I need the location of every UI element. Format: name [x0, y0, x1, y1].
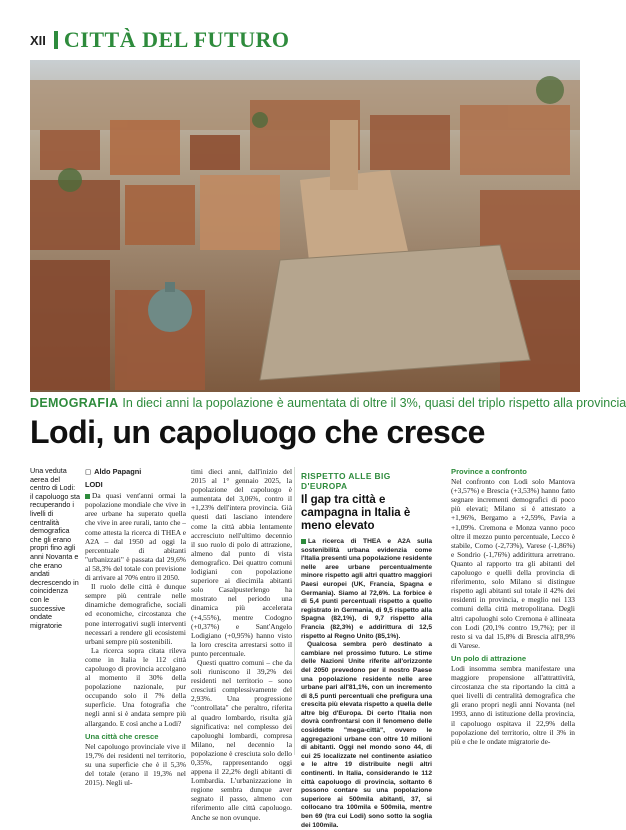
lead-square-icon: [301, 539, 306, 544]
kicker-label: DEMOGRAFIA: [30, 396, 119, 410]
section-marker: [54, 31, 58, 49]
kicker: [30, 395, 626, 411]
paragraph: Lodi insomma sembra manifestare una maggiore propensione all'attrattività, circostanza che sta riportando la città a quei livelli di centralità demografica che gli erano propri negli anni Novanta (nel 1993, anno di istituzione della provincia, il capoluogo ospitava il 22,9% della popolazione del territorio, oltre il 3% in più e che le ondate migratorie de-: [451, 663, 575, 746]
article-column-2: [191, 467, 292, 822]
paragraph: Nel confronto con Lodi solo Mantova (+3,57%) e Brescia (+3,53%) hanno fatto segnare incrementi demografici di poco più elevati; Milano si è attestato a +1,96%, Bergamo a +2,59%, Pavia a +1,09%. Cremona e Monza vanno poco oltre il mezzo punto percentuale, Lecco è stabile, Como (-2,73%), Varese (-1,86%) e Sondrio (-1,76%) addirittura arretrano. Quanto al rapporto tra gli abitanti del capoluogo e quelli della provincia di riferimento, solo Milano si distingue rispetto agli abitanti sul totale il 42% dei residenti in provincia, e meglio nei 133 comuni della città metropolitana. Degli altri capoluoghi solo Cremona è allineata con Lodi (20,1% contro 19,7%); per il resto si va dal 15,8% di Brescia all'8,9% di Varese.: [451, 477, 575, 650]
section-header: [30, 28, 290, 52]
section-title-word1: CITTÀ: [63, 27, 137, 52]
aerial-photo-illustration: [30, 60, 580, 392]
kicker-text: In dieci anni la popolazione è aumentata di oltre il 3%, quasi del triplo rispetto alla provincia: [122, 396, 626, 410]
paragraph: Il ruolo delle città è dunque sempre più centrale nelle dinamiche demografiche, sociali ed economiche, circostanza che pone interrogativi sugli interventi necessari a rendere gli ecosistemi urbani sempre più sostenibili.: [85, 582, 186, 646]
page-number: XII: [30, 32, 46, 48]
dateline: LODI: [85, 480, 103, 490]
box-body: [301, 538, 432, 830]
box-kicker: RISPETTO ALLE BIG D'EUROPA: [301, 471, 391, 491]
article-column-4: [451, 467, 575, 746]
paragraph: Da quasi vent'anni ormai la popolazione mondiale che vive in aree urbane ha superato quella che vive in aree rurali, tanto che – come attesta la ricerca di THEA e A2A – dal 1950 ad oggi la percentuale di abitanti "urbanizzati" è passata dal 29,6% al 58,3% del totale con previsione di arrivare al 70% entro il 2050.: [85, 491, 186, 583]
photo-caption: Una veduta aerea del centro di Lodi: il capoluogo sta recuperando i livelli di centralità demografica che gli erano propri fino agli anni Novanta e che erano andati decrescendo in coincidenza con le successive ondate migratorie: [30, 466, 80, 630]
paragraph: La ricerca di THEA e A2A sulla sostenibilità urbana evidenzia come l'Italia presenti una popolazione residente nelle aree urbane percentualmente minore rispetto agli altri quattro maggiori Paesi europei (UK, Francia, Spagna e Germania). Siamo al 72,6%. La forbice è di 5,4 punti percentuali rispetto a quello registrato in Germania, di 9,5 rispetto alla Spagna (82,1%), di 9,7 rispetto alla Francia (82,3%) e addirittura di 12,5 rispetto al Regno Unito (85,1%).: [301, 538, 432, 640]
paragraph: La ricerca sopra citata rileva come in Italia le 112 città capoluogo di provincia accolgano al momento il 30% della popolazione nazionale, pur occupando solo il 7% della superficie. Una fotografia che negli anni si è andata sempre più allargando. E così anche a Lodi?: [85, 645, 186, 728]
sidebar-box: [294, 467, 436, 829]
paragraph: timi dieci anni, dall'inizio del 2015 al 1° gennaio 2025, la popolazione del capoluogo è aumentata del 3,06%, contro il +1,23% dell'intera provincia. Già questi dati lasciano intendere come la città abbia lentamente accresciuto nell'ultimo decennio il suo ruolo di polo di attrazione, almeno dal punto di vista demografico. Dei quattro comuni lodigiani con popolazione superiore ai diecimila abitanti solo Casalpusterlengo ha mostrato nel periodo una dinamica più accelerata (+4,55%), mentre Codogno (+0,37%) e Sant'Angelo Lodigiano (+0,95%) hanno visto la loro crescita arrestarsi sotto il punto percentuale.: [191, 467, 292, 658]
lead-square-icon: [85, 494, 90, 499]
author: Aldo Papagni: [94, 467, 142, 476]
paragraph: Questi quattro comuni – che da soli riuniscono il 39,2% dei residenti nel territorio – sono cresciuti complessivamente del 2,93%. Una progressione "controllata" che peraltro, riferita al quadro lombardo, risulta già significativa: nel complesso dei capoluoghi lombardi, compresa Milano, nel decennio la popolazione è cresciuta solo dello 0,35%, rappresentando oggi appena il 22,2% degli abitanti di Lombardia. L'urbanizzazione in regione sembra dunque aver segnato il passo, almeno con riferimento alle città capoluogo. Anche se non ovunque.: [191, 657, 292, 822]
section-title-word2: DEL FUTURO: [142, 27, 290, 52]
paragraph: Qualcosa sembra però destinato a cambiare nel prossimo futuro. Le stime delle Nazioni Unite riferite all'orizzonte del 2050 prevedono per il nostro Paese una popolazione residente nelle aree urbane pari all'81,1%, con un incremento di 8,5 punti percentuali che prefigura una crescita più elevata rispetto a quella delle altre big d'Europa. Di certo l'Italia non dovrà confrontarsi con il fenomeno delle cosiddette "mega-città", ovvero le aggregazioni urbane con oltre 10 milioni di abitanti. Oggi nel mondo sono 44, di cui 25 localizzate nel continente asiatico e le altre 19 distribuite negli altri continenti. In Italia, considerando le 112 città capoluogo di provincia, soltanto 6 possono contare su una popolazione superiore ai 500mila abitanti, 37, si collocano tra 100mila e 500mila, mentre ben 69 (tra cui Lodi) sono sotto la soglia dei 100mila.: [301, 641, 432, 829]
article-column-1: [85, 467, 186, 787]
box-title: Il gap tra città e campagna in Italia è meno elevato: [301, 494, 411, 532]
headline: Lodi, un capoluogo che cresce: [30, 414, 485, 450]
subheading: Un polo di attrazione: [451, 653, 527, 663]
byline-icon: ◻: [85, 467, 92, 476]
subheading: Una città che cresce: [85, 731, 159, 741]
aerial-photo: [30, 60, 580, 392]
paragraph: Nel capoluogo provinciale vive il 19,7% dei residenti nel territorio, su una superficie che è il 5,3% del totale (erano il 19,3% nel 2015). Negli ul-: [85, 741, 186, 788]
subheading: Province a confronto: [451, 467, 527, 476]
byline: [85, 467, 186, 476]
